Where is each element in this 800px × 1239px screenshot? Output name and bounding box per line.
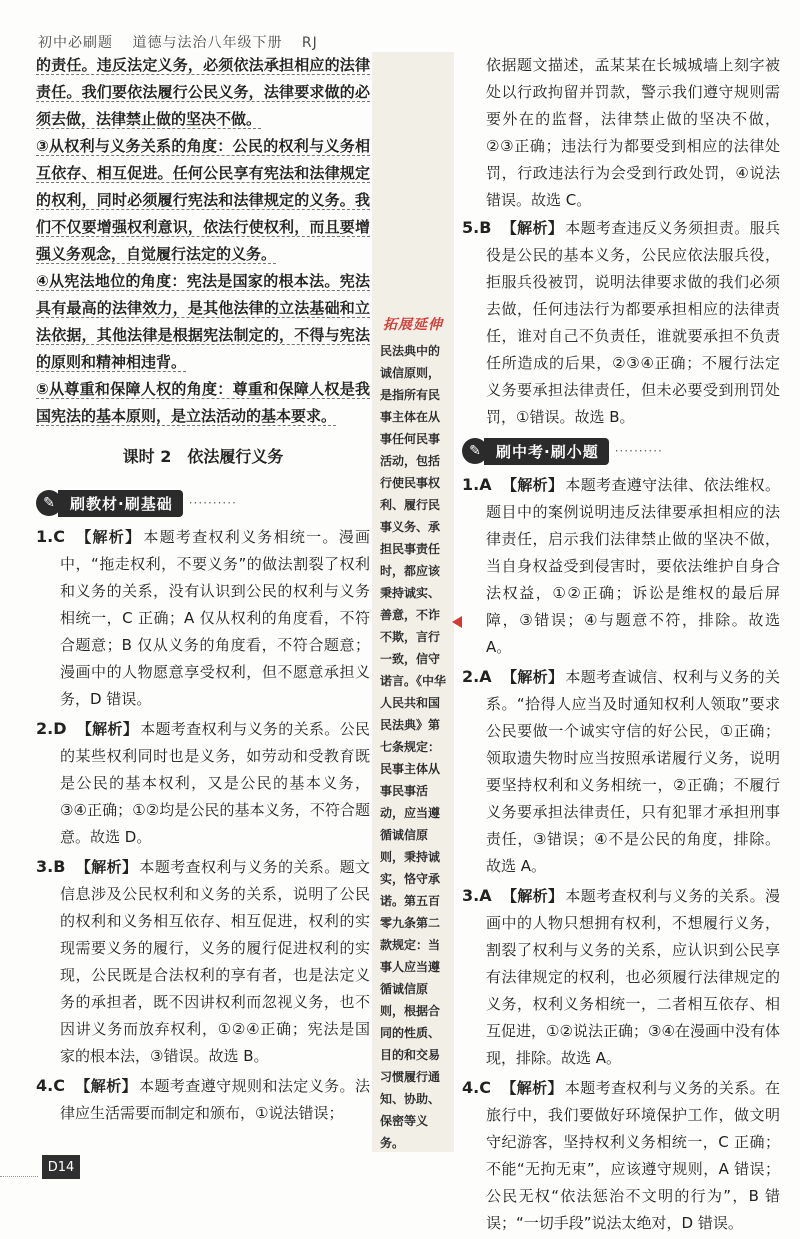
section-banner-basics: [36, 489, 237, 517]
banner-dots: ··········: [614, 444, 663, 458]
point-4: ④从宪法地位的角度：宪法是国家的根本法。宪法具有最高的法律效力，是其他法律的立法基础和立法依据，其他法律是根据宪法制定的，不得与宪法的原则和精神相违背。: [36, 272, 370, 371]
extension-sidebar: [372, 52, 454, 1152]
subject-name: 道德与法治八年级下册: [132, 35, 283, 51]
answer-item: 3.A 【解析】 本题考查权利与义务的关系。漫画中的人物只想拥有权利，不想履行义务，割裂了权利与义务的关系，应认识到公民享有法律规定的权利，也必须履行法律规定的义务，权利义务相统一，二者相互依存、相互促进，①②说法正确；③④在漫画中没有体现，排除。故选 A。: [462, 886, 780, 1067]
lesson-heading: [36, 444, 370, 467]
banner-label: 刷教材·刷基础: [58, 490, 183, 517]
lesson-number: 课时 2: [122, 447, 172, 466]
right-column: [462, 52, 780, 1239]
answer-item: 2.D 【解析】 本题考查权利与义务的关系。公民的某些权利同时也是义务，如劳动和受教育既是公民的基本权利，又是公民的基本义务，③④正确；①②均是公民的基本义务，不符合题意。故选 D。: [36, 719, 370, 846]
point-3: ③从权利与义务关系的角度：公民的权利与义务相互依存、相互促进。任何公民享有宪法和法律规定的权利，同时必须履行宪法和法律规定的义务。我们不仅要增强权利意识，依法行使权利，而且要增强义务观念，自觉履行法定的义务。: [36, 137, 370, 263]
banner-dots: ··········: [188, 496, 237, 510]
banner-label: 刷中考·刷小题: [484, 438, 609, 465]
pen-icon: ✎: [462, 438, 488, 464]
pointer-arrow-icon: [452, 616, 462, 628]
continued-paragraph: 依据题文描述，孟某某在长城城墙上刻字被处以行政拘留并罚款，警示我们遵守规则需要外在的监督，法律禁止做的坚决不做，②③正确；违法行为都要受到相应的法律处罚，行政违法行为会受到行政处罚，④说法错误。故选 C。: [486, 56, 780, 209]
footer-divider: [0, 1158, 38, 1177]
page-number: D14: [42, 1155, 80, 1179]
page-header: [0, 0, 800, 56]
header-text: [38, 32, 332, 52]
answer-item: 2.A 【解析】 本题考查诚信、权利与义务的关系。“拾得人应当及时通知权利人领取”要求公民要做一个诚实守信的好公民，①正确；领取遗失物时应当按照承诺履行义务，说明要坚持权利和义务相统一，②正确；不履行义务要承担法律责任，只有犯罪才承担刑事责任，③错误；④不是公民的角度，排除。故选 A。: [462, 667, 780, 875]
answer-item: 1.A 【解析】 本题考查遵守法律、依法维权。题目中的案例说明违反法律要承担相应的法律责任，启示我们法律禁止做的坚决不做，当自身权益受到侵害时，要依法维护自身合法权益，①②正确；诉讼是维权的最后屏障，③错误；④与题意不符，排除。故选 A。: [462, 475, 780, 656]
answer-item: 4.C 【解析】 本题考查权利与义务的关系。在旅行中，我们要做好环境保护工作，做文明守纪游客，坚持权利义务相统一，C 正确；不能“无拘无束”，应该遵守规则，A 错误；公民无权“依法惩治不文明的行为”，B 错误；“一切手段”说法太绝对，D 错误。: [462, 1078, 780, 1232]
sidebar-title: 拓展延伸: [383, 317, 443, 333]
pen-icon: ✎: [36, 490, 62, 516]
left-column: [36, 52, 370, 1129]
point-5: ⑤从尊重和保障人权的角度：尊重和保障人权是我国宪法的基本原则，是立法活动的基本要求。: [36, 380, 370, 425]
intro-paragraph: 的责任。违反法定义务，必须依法承担相应的法律责任。我们要依法履行公民义务，法律要求做的必须去做，法律禁止做的坚决不做。: [36, 56, 370, 128]
series-name: 初中必刷题: [38, 35, 113, 51]
sidebar-body: 民法典中的诚信原则，是指所有民事主体在从事任何民事活动，包括行使民事权利、履行民事义务、承担民事责任时，都应该秉持诚实、善意，不诈不欺，言行一致，信守诺言。《中华人民共和国民法典》第七条规定：民事主体从事民事活动，应当遵循诚信原则，秉持诚实，恪守承诺。第五百零九条第二款规定：当事人应当遵循诚信原则，根据合同的性质、目的和交易习惯履行通知、协助、保密等义务。: [380, 344, 447, 1150]
lesson-title: 依法履行义务: [187, 447, 284, 466]
section-banner-exam: [462, 437, 663, 465]
edition-code: RJ: [301, 35, 318, 51]
answer-item: 1.C 【解析】 本题考查权利义务相统一。漫画中，“拖走权利，不要义务”的做法割裂了权利和义务的关系，没有认识到公民的权利与义务相统一，C 正确；A 仅从权利的角度看，不符合题意；B 仅从义务的角度看，不符合题意；漫画中的人物愿意享受权利，但不愿意承担义务，D 错误。: [36, 527, 370, 708]
answer-item: 4.C 【解析】 本题考查遵守规则和法定义务。法律应生活需要而制定和颁布，①说法错误；: [36, 1076, 370, 1122]
answer-item: 3.B 【解析】 本题考查权利与义务的关系。题文信息涉及公民权利和义务的关系，说明了公民的权利和义务相互依存、相互促进，权利的实现需要义务的履行，义务的履行促进权利的实现，公民既是合法权利的享有者，也是法定义务的承担者，既不因讲权利而忽视义务，也不因讲义务而放弃权利，①②④正确；宪法是国家的根本法，③错误。故选 B。: [36, 857, 370, 1065]
answer-item: 5.B 【解析】 本题考查违反义务须担责。服兵役是公民的基本义务，公民应依法服兵役，拒服兵役被罚，说明法律要求做的我们必须去做，任何违法行为都要承担相应的法律责任，谁对自己不负责任，谁就要承担不负责任所造成的后果，②③④正确；不履行法定义务要承担法律责任，但未必要受到刑罚处罚，①错误。故选 B。: [462, 218, 780, 426]
